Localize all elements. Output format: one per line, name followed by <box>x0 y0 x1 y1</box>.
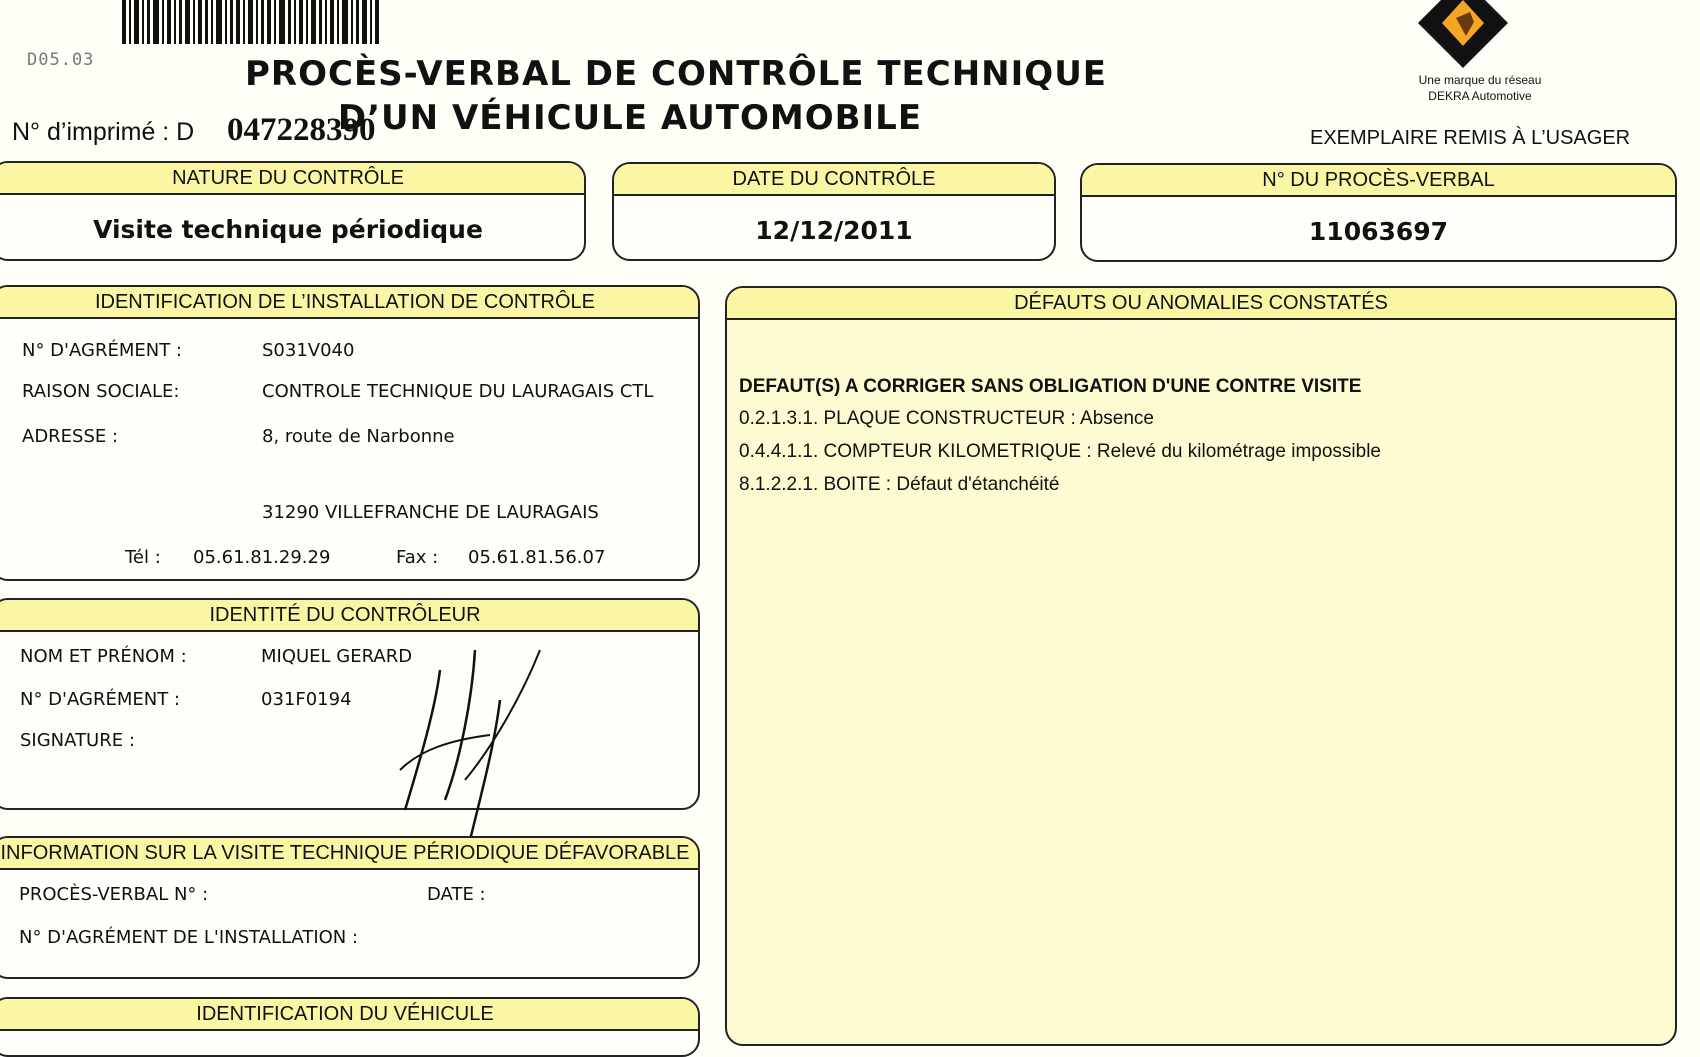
defaut-item: 0.2.1.3.1. PLAQUE CONSTRUCTEUR : Absence <box>739 408 1154 429</box>
controleur-agrement-label: N° D'AGRÉMENT : <box>20 689 180 710</box>
controleur-header: IDENTITÉ DU CONTRÔLEUR <box>0 600 698 632</box>
title-line-1: PROCÈS-VERBAL DE CONTRÔLE TECHNIQUE <box>245 54 1108 94</box>
signature-scribble <box>380 640 580 850</box>
printed-number: 047228390 <box>227 112 376 148</box>
adresse-line-2: 31290 VILLEFRANCHE DE LAURAGAIS <box>262 502 599 523</box>
defaut-item: 0.4.4.1.1. COMPTEUR KILOMETRIQUE : Relevé du kilométrage impossible <box>739 441 1382 462</box>
vehicule-header: IDENTIFICATION DU VÉHICULE <box>0 999 698 1031</box>
vehicule-box <box>0 997 700 1057</box>
defavorable-box <box>0 836 700 979</box>
nom-label: NOM ET PRÉNOM : <box>20 646 187 667</box>
defaut-item: 8.1.2.2.1. BOITE : Défaut d'étanchéité <box>739 474 1060 495</box>
date-value: 12/12/2011 <box>755 216 913 245</box>
nature-value: Visite technique périodique <box>93 215 483 244</box>
tagline-line-2: DEKRA Automotive <box>1428 89 1532 103</box>
pv-header: N° DU PROCÈS-VERBAL <box>1082 165 1675 197</box>
tel-value: 05.61.81.29.29 <box>193 547 331 568</box>
nom-value: MIQUEL GERARD <box>261 646 413 667</box>
adresse-label: ADRESSE : <box>22 426 119 447</box>
pv-value: 11063697 <box>1308 217 1449 246</box>
form-code: D05.03 <box>27 50 95 70</box>
dekra-tagline <box>1380 72 1580 104</box>
defauts-body <box>727 320 1675 496</box>
defavorable-header: INFORMATION SUR LA VISITE TECHNIQUE PÉRIODIQUE DÉFAVORABLE <box>0 838 698 870</box>
raison-sociale-label: RAISON SOCIALE: <box>22 381 180 402</box>
defavorable-pv-label: PROCÈS-VERBAL N° : <box>19 884 209 905</box>
controleur-box <box>0 598 700 810</box>
pv-box <box>1080 163 1677 262</box>
dekra-logo-icon <box>1418 0 1508 68</box>
printed-number-label: N° d’imprimé : D <box>12 118 195 146</box>
installation-box <box>0 285 700 581</box>
date-header: DATE DU CONTRÔLE <box>614 164 1054 196</box>
defauts-section-title: DEFAUT(S) A CORRIGER SANS OBLIGATION D'UNE CONTRE VISITE <box>739 376 1362 397</box>
raison-sociale-value: CONTROLE TECHNIQUE DU LAURAGAIS CTL <box>262 381 654 402</box>
defavorable-agrement-label: N° D'AGRÉMENT DE L'INSTALLATION : <box>19 927 359 948</box>
barcode <box>122 0 507 44</box>
defavorable-date-label: DATE : <box>427 884 486 905</box>
tagline-line-1: Une marque du réseau <box>1418 73 1542 87</box>
copy-label: EXEMPLAIRE REMIS À L’USAGER <box>1310 127 1631 149</box>
title-line-2: D’UN VÉHICULE AUTOMOBILE <box>337 98 923 138</box>
installation-agrement-value: S031V040 <box>262 340 355 361</box>
nature-header: NATURE DU CONTRÔLE <box>0 163 584 195</box>
fax-value: 05.61.81.56.07 <box>468 547 606 568</box>
defauts-box <box>725 286 1677 1046</box>
defauts-header: DÉFAUTS OU ANOMALIES CONSTATÉS <box>727 288 1675 320</box>
installation-agrement-label: N° D'AGRÉMENT : <box>22 340 182 361</box>
controleur-agrement-value: 031F0194 <box>261 689 352 710</box>
installation-header: IDENTIFICATION DE L’INSTALLATION DE CONTRÔLE <box>0 287 698 319</box>
date-box <box>612 162 1056 261</box>
tel-label: Tél : <box>125 547 161 568</box>
fax-label: Fax : <box>396 547 439 568</box>
signature-label: SIGNATURE : <box>20 730 135 751</box>
adresse-line-1: 8, route de Narbonne <box>262 426 455 447</box>
nature-box <box>0 161 586 261</box>
